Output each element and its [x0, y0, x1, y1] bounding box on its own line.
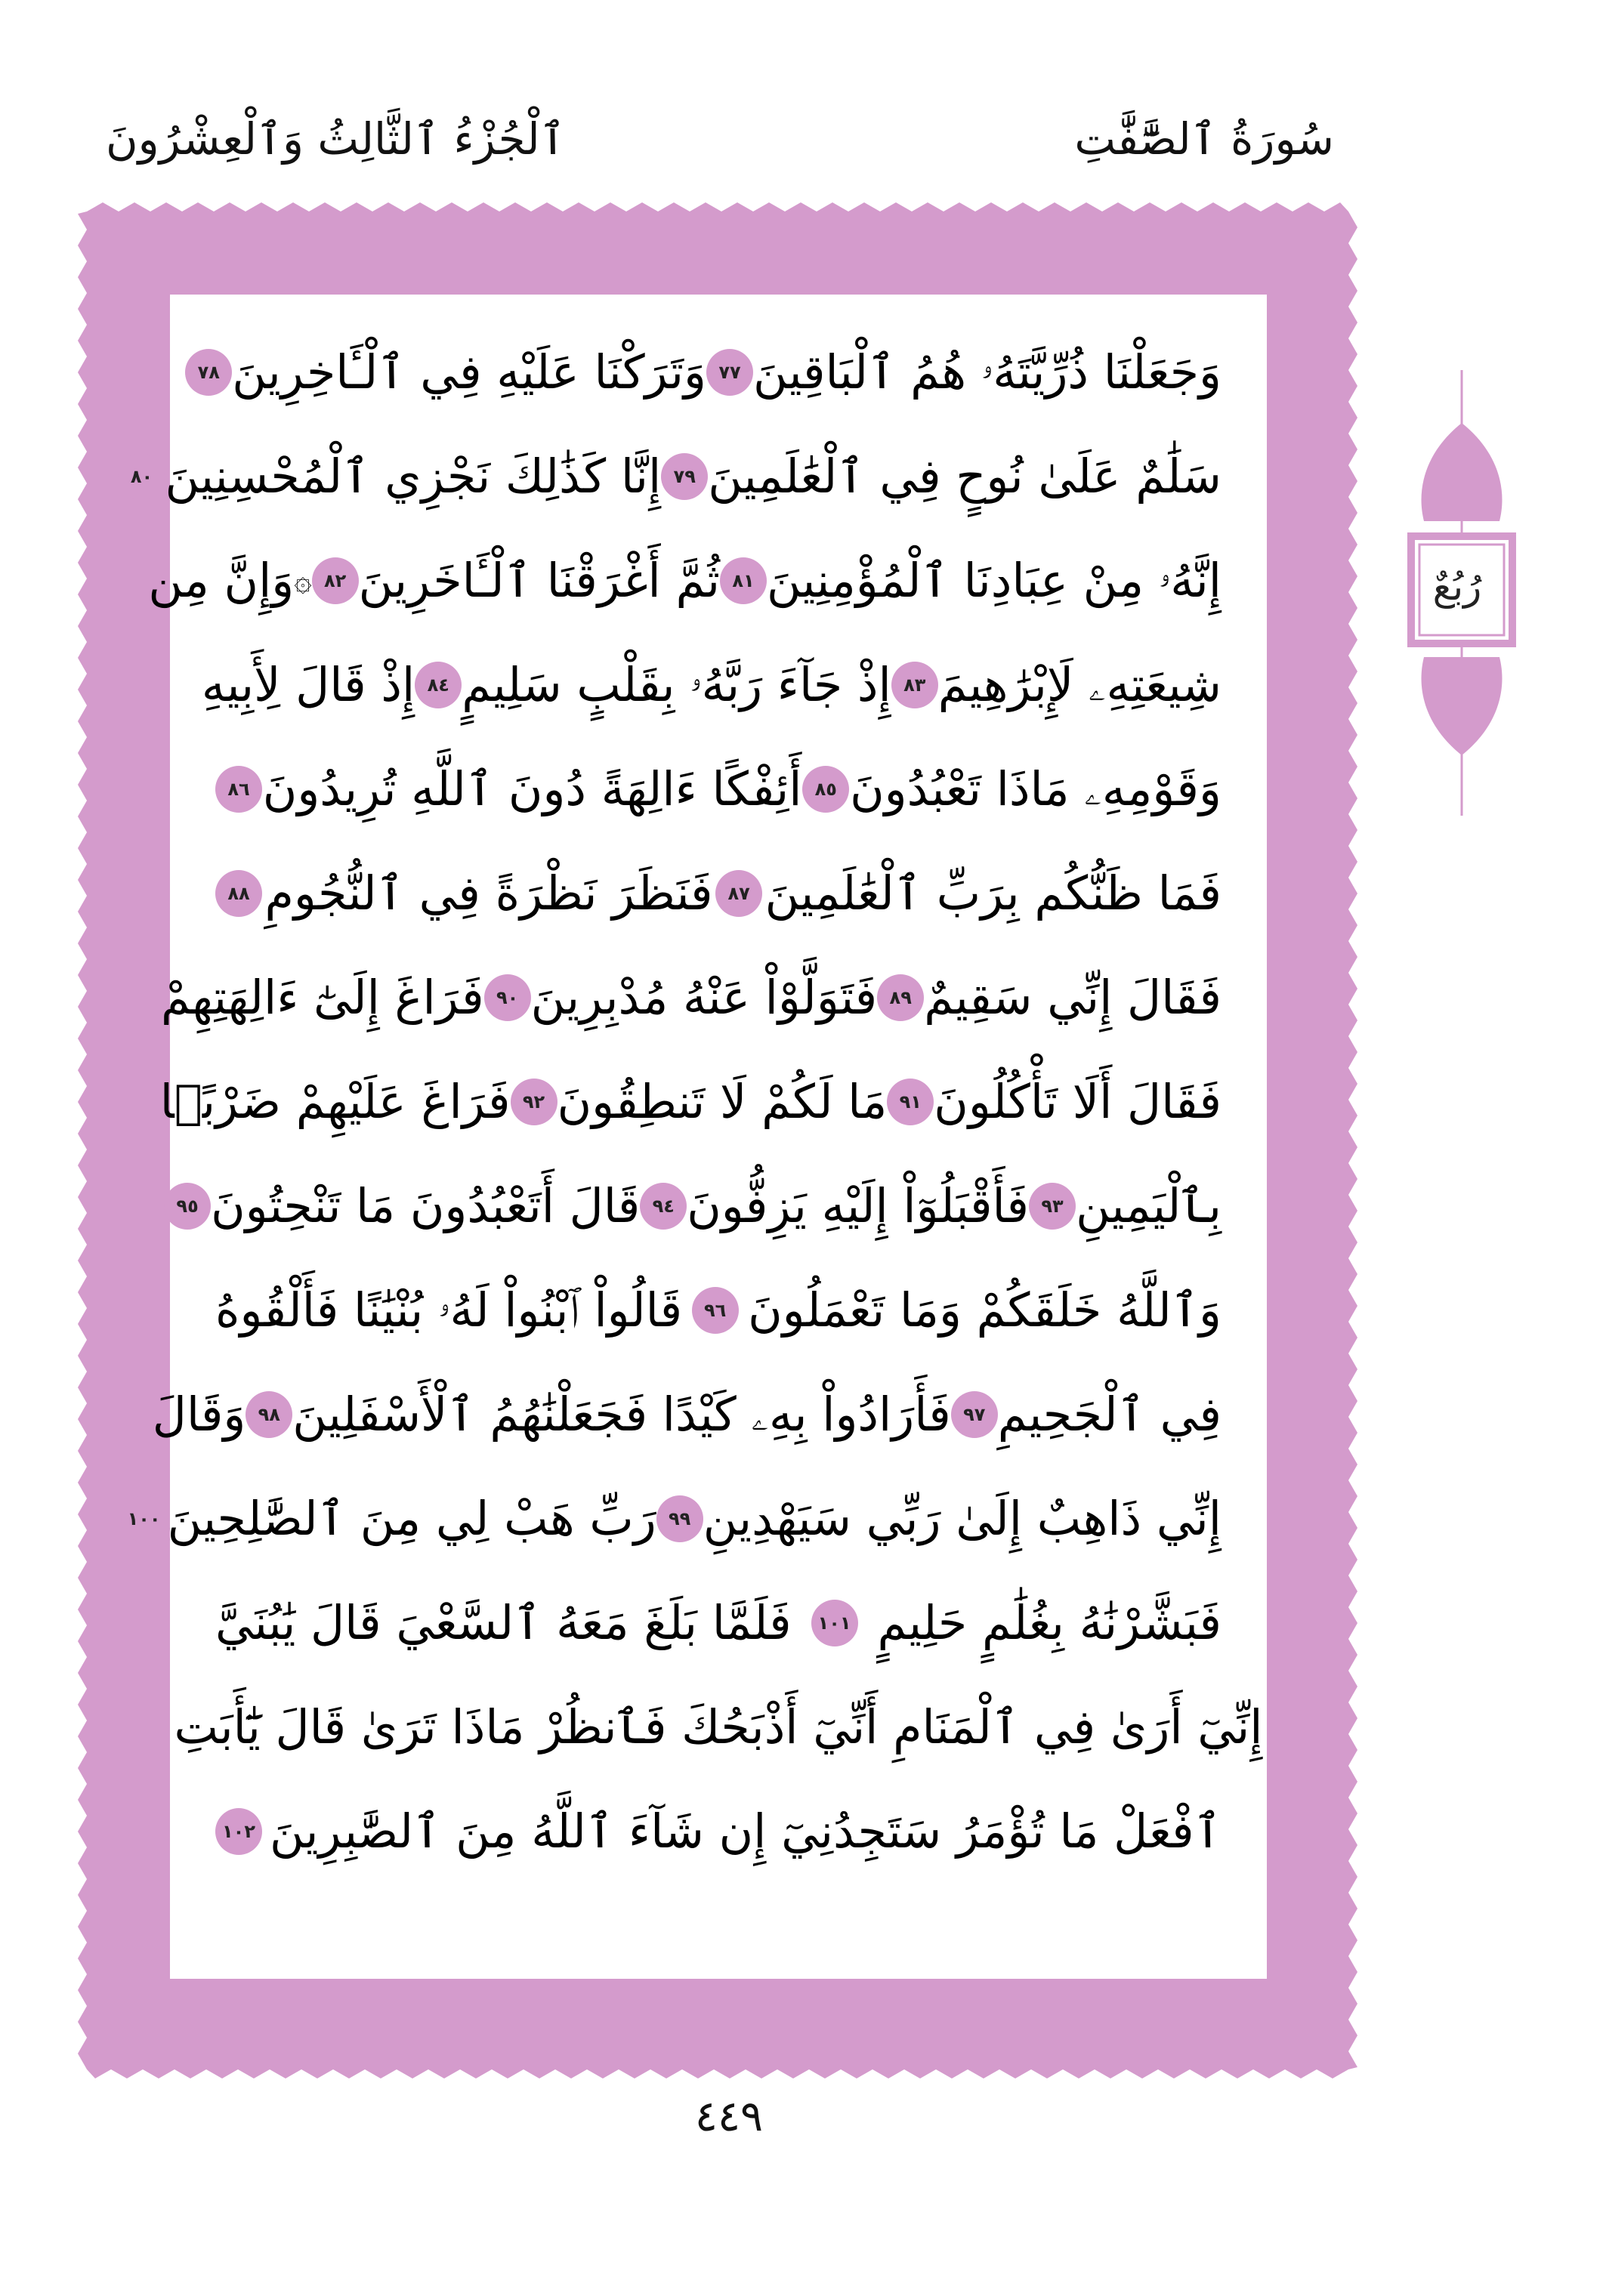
text-line [176, 1159, 1221, 1253]
text-line [160, 950, 1221, 1045]
ayah-number-marker: ١٠٢ [215, 1808, 262, 1855]
verse-text: إِنَّهُۥ مِنْ عِبَادِنَا ٱلْمُؤْمِنِينَ [766, 552, 1221, 608]
ayah-number-marker: ٩٣ [1029, 1183, 1076, 1230]
verse-text: فَلَمَّا بَلَغَ مَعَهُ ٱلسَّعْيَ قَالَ يَٰبُنَيَّ [215, 1595, 792, 1650]
verse-text: ثُمَّ أَغْرَقْنَا ٱلْـَٔاخَرِينَ [358, 553, 720, 608]
verse-text: بِٱلْيَمِينِ [1076, 1178, 1221, 1233]
verse-text: وَقَوْمِهِۦ مَاذَا تَعْبُدُونَ [850, 761, 1221, 816]
verse-text: فَبَشَّرْنَٰهُ بِغُلَٰمٍ حَلِيمٍ [877, 1595, 1221, 1650]
juz-title: ٱلْجُزْءُ ٱلثَّالِثُ وَٱلْعِشْرُونَ [106, 113, 566, 165]
ayah-number-marker: ٩٦ [692, 1287, 739, 1334]
verse-text: إِنَّا كَذَٰلِكَ نَجْزِي ٱلْمُحْسِنِينَ [165, 449, 662, 504]
verse-text: رَبِّ هَبْ لِي مِنَ ٱلصَّٰلِحِينَ [167, 1491, 656, 1546]
ayah-number-marker: ٨٧ [715, 870, 762, 917]
verse-text: ٱفْعَلْ مَا تُؤْمَرُ سَتَجِدُنِيٓ إِن شَآءَ ٱللَّهُ مِنَ ٱلصَّٰبِرِينَ [270, 1804, 1221, 1859]
verse-text: فَمَا ظَنُّكُم بِرَبِّ ٱلْعَٰلَمِينَ [764, 866, 1221, 921]
verse-text: قَالُواْ ٱبْنُواْ لَهُۥ بُنْيَٰنًا فَأَلْقُوهُ [215, 1282, 683, 1338]
surah-title: سُورَةُ ٱلصَّٰٓفَّٰتِ [1074, 113, 1334, 165]
ayah-number-marker: ١٠١ [811, 1600, 858, 1646]
text-line [130, 429, 1221, 523]
verse-text: شِيعَتِهِۦ لَإِبْرَٰهِيمَ [937, 656, 1221, 712]
text-line [215, 742, 1221, 836]
verse-text: إِنِّيٓ أَرَىٰ فِي ٱلْمَنَامِ أَنِّيٓ أَذْبَحُكَ فَٱنظُرْ مَاذَا تَرَىٰ قَالَ يَٰٓأَبَتِ [174, 1699, 1263, 1754]
text-line [152, 1367, 1221, 1461]
verse-text: وَجَعَلْنَا ذُرِّيَّتَهُۥ هُمُ ٱلْبَاقِينَ [753, 344, 1221, 400]
text-line [174, 1680, 1263, 1774]
quran-text-area [127, 295, 1267, 1979]
ayah-number-marker: ٨٨ [215, 870, 262, 917]
verse-text: فَأَرَادُواْ بِهِۦ كَيْدًا فَجَعَلْنَٰهُمُ ٱلْأَسْفَلِينَ [292, 1386, 951, 1442]
verse-text: فَرَاغَ عَلَيْهِمْ ضَرْبًۢا [159, 1074, 511, 1129]
ayah-number-marker: ٨٩ [877, 974, 924, 1021]
verse-text: فِي ٱلْجَحِيمِ [997, 1387, 1221, 1442]
ayah-number-marker: ٧٧ [706, 349, 753, 396]
ayah-number-marker: ٨٦ [215, 766, 262, 813]
page-number: ٤٤٩ [694, 2092, 764, 2141]
verse-text: مَا لَكُمْ لَا تَنطِقُونَ [557, 1074, 888, 1129]
ayah-number-marker: ٨٥ [802, 766, 849, 813]
text-line [201, 637, 1221, 732]
ayah-number-marker: ٨٢ [312, 557, 359, 604]
ayah-number-marker: ٩٧ [951, 1391, 998, 1438]
verse-text: فَأَقْبَلُوٓاْ إِلَيْهِ يَزِفُّونَ [687, 1178, 1030, 1233]
verse-text: وَتَرَكْنَا عَلَيْهِ فِي ٱلْـَٔاخِرِينَ [232, 344, 706, 400]
verse-text: فَقَالَ إِنِّي سَقِيمٌ [924, 970, 1221, 1025]
ayah-number-marker: ٧٩ [661, 453, 708, 500]
ayah-number-marker: ٧٨ [185, 349, 232, 396]
verse-text: قَالَ أَتَعْبُدُونَ مَا تَنْحِتُونَ [211, 1178, 641, 1233]
rub-label: رُبُعٌ [1432, 565, 1482, 609]
verse-text: وَقَالَ [152, 1387, 246, 1442]
hizb-mark-icon: ۞ [294, 563, 312, 598]
ayah-number-marker: ٩٠ [484, 974, 531, 1021]
verse-text: أَئِفْكًا ءَالِهَةً دُونَ ٱللَّهِ تُرِيدُونَ [262, 761, 802, 816]
verse-text: فَقَالَ أَلَا تَأْكُلُونَ [934, 1074, 1221, 1129]
ayah-number-marker: ٩٩ [656, 1495, 703, 1542]
verse-text: إِنِّي ذَاهِبٌ إِلَىٰ رَبِّي سَيَهْدِينِ [703, 1491, 1221, 1546]
verse-text: سَلَٰمٌ عَلَىٰ نُوحٍ فِي ٱلْعَٰلَمِينَ [708, 449, 1221, 504]
verse-text: إِذْ قَالَ لِأَبِيهِ [201, 657, 415, 712]
ayah-number-marker: ٨٠ [118, 453, 165, 500]
text-line [197, 325, 1221, 419]
ayah-number-marker: ١٠٠ [121, 1495, 168, 1542]
verse-text: إِذْ جَآءَ رَبَّهُۥ بِقَلْبٍ سَلِيمٍ [462, 656, 891, 712]
ayah-number-marker: ٩٢ [511, 1079, 557, 1125]
ayah-number-marker: ٨١ [720, 557, 767, 604]
verse-text: فَتَوَلَّوْاْ عَنْهُ مُدْبِرِينَ [530, 970, 878, 1025]
text-line [159, 1054, 1221, 1149]
text-line [215, 1784, 1221, 1878]
text-line [215, 846, 1221, 940]
text-line [148, 533, 1221, 628]
ayah-number-marker: ٩٥ [164, 1183, 211, 1230]
verse-text: فَرَاغَ إِلَىٰٓ ءَالِهَتِهِمْ [160, 970, 484, 1025]
verse-text: وَإِنَّ مِن [148, 553, 295, 608]
verse-text: وَٱللَّهُ خَلَقَكُمْ وَمَا تَعْمَلُونَ [748, 1282, 1221, 1338]
ayah-number-marker: ٩١ [887, 1079, 934, 1125]
ayah-number-marker: ٩٨ [246, 1391, 292, 1438]
text-line [215, 1263, 1221, 1357]
verse-text: فَنَظَرَ نَظْرَةً فِي ٱلنُّجُومِ [264, 866, 713, 921]
ayah-number-marker: ٩٤ [640, 1183, 687, 1230]
text-line [127, 1471, 1221, 1566]
ayah-number-marker: ٨٤ [415, 662, 462, 708]
text-line [215, 1575, 1221, 1670]
ayah-number-marker: ٨٣ [891, 662, 938, 708]
